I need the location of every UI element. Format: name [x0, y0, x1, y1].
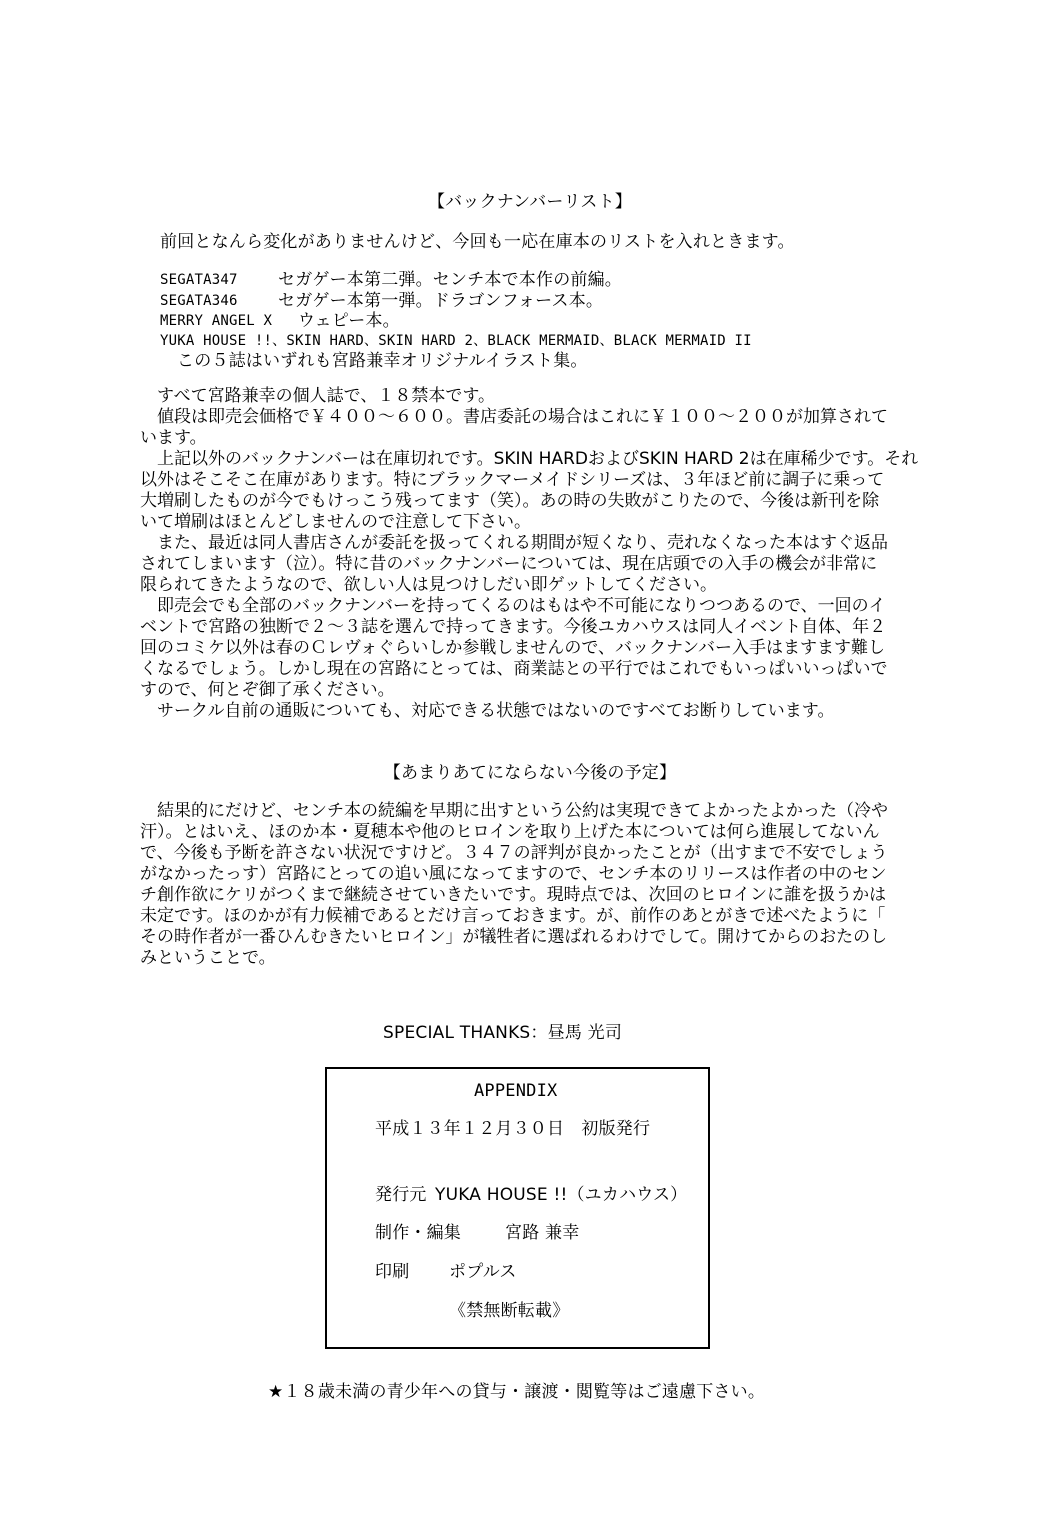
- text-line: その時作者が一番ひんむきたいヒロイン」が犠牲者に選ばれるわけでして。開けてからのおたのし: [140, 927, 888, 947]
- text-line: すべて宮路兼幸の個人誌で、１８禁本です。: [157, 386, 495, 406]
- text-line: すので、何とぞ御了承ください。: [140, 680, 395, 700]
- item-desc: セガゲー本第二弾。センチ本で本作の前編。: [278, 270, 622, 290]
- reprint-notice: 《禁無断転載》: [449, 1301, 570, 1321]
- text-line: 回のコミケ以外は春のＣレヴォぐらいしか参戦しませんので、バックナンバー入手はますます難し: [140, 638, 885, 658]
- appendix-date: 平成１３年１２月３０日 初版発行: [375, 1119, 651, 1139]
- text-line: ベントで宮路の独断で２～３誌を選んで持ってきます。今後ユカハウスは同人イベント自体、年２: [140, 617, 887, 637]
- appendix-box: [325, 1067, 710, 1349]
- text-line: みということで。: [140, 948, 276, 968]
- text-line: います。: [140, 428, 207, 448]
- plans-heading: 【あまりあてにならない今後の予定】: [383, 763, 677, 783]
- text-line: 以外はそこそこ在庫があります。特にブラックマーメイドシリーズは、３年ほど前に調子に乗って: [140, 470, 885, 490]
- item-code: SEGATA346: [160, 293, 238, 309]
- text-line: 値段は即売会価格で￥４００～６００。書店委託の場合はこれに￥１００～２００が加算されて: [157, 407, 888, 427]
- text-line: で、今後も予断を許さない状況ですけど。３４７の評判が良かったことが（出すまで不安でしょう: [140, 843, 888, 863]
- printer-label: 印刷: [375, 1262, 410, 1282]
- text-line: 結果的にだけど、センチ本の続編を早期に出すという公約は実現できてよかったよかった（冷や: [157, 801, 888, 821]
- publisher-label: 発行元: [375, 1185, 427, 1205]
- editor-value: 宮路 兼幸: [505, 1223, 580, 1243]
- backnumber-intro: 前回となんら変化がありませんけど、今回も一応在庫本のリストを入れときます。: [160, 232, 795, 252]
- text-line: 未定です。ほのかが有力候補であるとだけ言っておきます。が、前作のあとがきで述べたように「: [140, 906, 886, 926]
- plans-paragraph: [140, 801, 930, 969]
- text-line: チ創作欲にケリがつくまで継続させていきたいです。現時点では、次回のヒロインに誰を扱うかは: [140, 885, 887, 905]
- backnumber-paragraph-2: [140, 533, 930, 722]
- text-line: 限られてきたようなので、欲しい人は見つけしだい即ゲットしてください。: [140, 575, 717, 595]
- text-line: されてしまいます（泣）。特に昔のバックナンバーについては、現在店頭での入手の機会が非常に: [140, 554, 878, 574]
- text-line: 汗）。とはいえ、ほのか本・夏穂本や他のヒロインを取り上げた本については何ら進展してないん: [140, 822, 880, 842]
- backnumber-heading: 【バックナンバーリスト】: [427, 192, 633, 212]
- age-restriction-notice: ★１８歳未満の青少年への貸与・譲渡・閲覧等はご遠慮下さい。: [268, 1382, 766, 1402]
- printer-value: ポプルス: [449, 1262, 517, 1282]
- yuka-house-note: この５誌はいずれも宮路兼幸オリジナルイラスト集。: [177, 351, 588, 371]
- text-line: 即売会でも全部のバックナンバーを持ってくるのはもはや不可能になりつつあるので、一回のイ: [157, 596, 886, 616]
- text-line: がなかったっす）宮路にとっての追い風になってますので、センチ本のリリースは作者の中のセン: [140, 864, 887, 884]
- appendix-title: APPENDIX: [474, 1081, 558, 1101]
- yuka-house-line: YUKA HOUSE !!、SKIN HARD、SKIN HARD 2、BLACK MERMAID、BLACK MERMAID II: [160, 333, 752, 349]
- backnumber-paragraph-1: [140, 386, 930, 533]
- text-line: くなるでしょう。しかし現在の宮路にとっては、商業誌との平行ではこれでもいっぱいいっぱいで: [140, 659, 888, 679]
- text-line: また、最近は同人書店さんが委託を扱ってくれる期間が短くなり、売れなくなった本はすぐ返品: [157, 533, 888, 553]
- special-thanks: SPECIAL THANKS：昼馬 光司: [383, 1023, 623, 1043]
- item-code: MERRY ANGEL X: [160, 313, 273, 329]
- item-desc: ウェピー本。: [298, 311, 400, 331]
- publisher-value: YUKA HOUSE !!（ユカハウス）: [435, 1185, 688, 1205]
- item-code: SEGATA347: [160, 272, 238, 288]
- text-line: いて増刷はほとんどしませんので注意して下さい。: [140, 512, 531, 532]
- editor-label: 制作・編集: [375, 1223, 461, 1243]
- text-line: サークル自前の通販についても、対応できる状態ではないのですべてお断りしています。: [157, 701, 835, 721]
- item-desc: セガゲー本第一弾。ドラゴンフォース本。: [278, 291, 604, 311]
- text-line: 上記以外のバックナンバーは在庫切れです。SKIN HARDおよびSKIN HARD 2は在庫稀少です。それ: [157, 449, 919, 469]
- text-line: 大増刷したものが今でもけっこう残ってます（笑）。あの時の失敗がこりたので、今後は新刊を除: [140, 491, 880, 511]
